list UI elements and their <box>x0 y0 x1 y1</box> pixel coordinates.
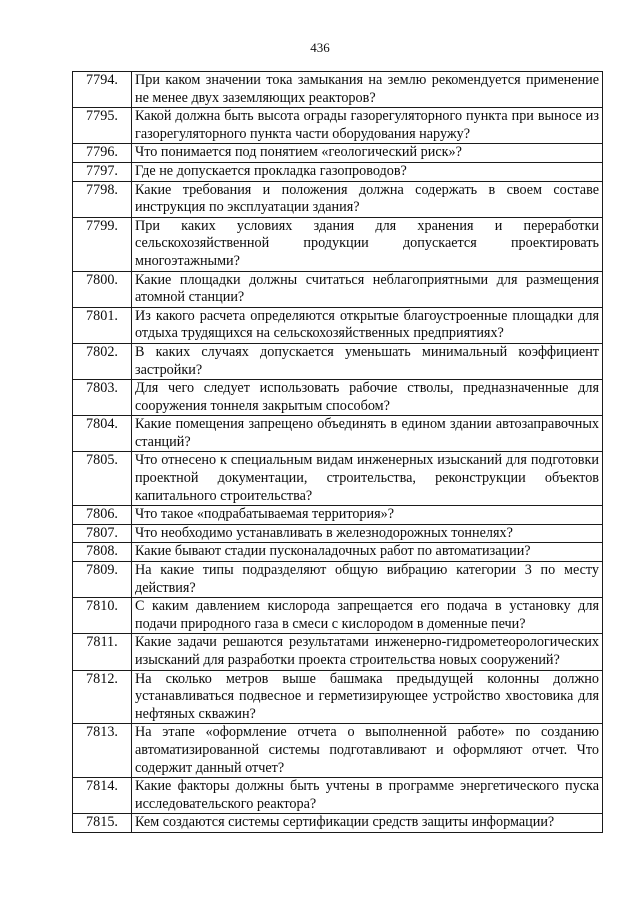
question-text: Какие факторы должны быть учтены в программе энергетического пуска исследовательского реактора? <box>132 778 603 814</box>
table-row <box>73 162 603 181</box>
table-row <box>73 543 603 562</box>
table-row <box>73 416 603 452</box>
question-text: Какие бывают стадии пусконаладочных работ по автоматизации? <box>132 543 603 562</box>
table-row <box>73 72 603 108</box>
question-number: 7802. <box>73 343 132 379</box>
question-number: 7801. <box>73 307 132 343</box>
question-text: Какие требования и положения должна содержать в своем составе инструкция по эксплуатации здания? <box>132 181 603 217</box>
question-text: Где не допускается прокладка газопроводов? <box>132 162 603 181</box>
question-number: 7798. <box>73 181 132 217</box>
question-number: 7812. <box>73 670 132 724</box>
question-text: Какие помещения запрещено объединять в едином здании автозаправочных станций? <box>132 416 603 452</box>
question-number: 7810. <box>73 598 132 634</box>
question-text: Что необходимо устанавливать в железнодорожных тоннелях? <box>132 524 603 543</box>
question-number: 7811. <box>73 634 132 670</box>
question-text: При каком значении тока замыкания на землю рекомендуется применение не менее двух заземляющих реакторов? <box>132 72 603 108</box>
table-row <box>73 343 603 379</box>
question-text: Что отнесено к специальным видам инженерных изысканий для подготовки проектной документации, строительства, реконструкции объектов капитального строительства? <box>132 452 603 506</box>
question-number: 7800. <box>73 271 132 307</box>
table-row <box>73 380 603 416</box>
question-number: 7804. <box>73 416 132 452</box>
table-row <box>73 778 603 814</box>
table-row <box>73 634 603 670</box>
table-row <box>73 814 603 833</box>
table-row <box>73 181 603 217</box>
table-row <box>73 562 603 598</box>
question-text: В каких случаях допускается уменьшать минимальный коэффициент застройки? <box>132 343 603 379</box>
question-number: 7808. <box>73 543 132 562</box>
question-text: На сколько метров выше башмака предыдущей колонны должно устанавливаться подвесное и герметизирующее устройство хвостовика для нефтяных скважин? <box>132 670 603 724</box>
question-text: Что понимается под понятием «геологический риск»? <box>132 144 603 163</box>
question-number: 7806. <box>73 506 132 525</box>
table-row <box>73 307 603 343</box>
question-number: 7805. <box>73 452 132 506</box>
question-text: Из какого расчета определяются открытые благоустроенные площадки для отдыха трудящихся на сельскохозяйственных предприятиях? <box>132 307 603 343</box>
question-text: Что такое «подрабатываемая территория»? <box>132 506 603 525</box>
table-row <box>73 524 603 543</box>
question-number: 7809. <box>73 562 132 598</box>
table-row <box>73 271 603 307</box>
question-text: На какие типы подразделяют общую вибрацию категории 3 по месту действия? <box>132 562 603 598</box>
questions-table <box>72 71 603 833</box>
question-text: Для чего следует использовать рабочие стволы, предназначенные для сооружения тоннеля закрытым способом? <box>132 380 603 416</box>
question-number: 7794. <box>73 72 132 108</box>
question-number: 7796. <box>73 144 132 163</box>
question-text: С каким давлением кислорода запрещается его подача в установку для подачи природного газа в смеси с кислородом в доменные печи? <box>132 598 603 634</box>
question-number: 7815. <box>73 814 132 833</box>
question-number: 7807. <box>73 524 132 543</box>
question-text: Какие задачи решаются результатами инженерно-гидрометеорологических изысканий для разработки проекта строительства новых сооружений? <box>132 634 603 670</box>
table-row <box>73 452 603 506</box>
question-text: При каких условиях здания для хранения и переработки сельскохозяйственной продукции допускается проектировать многоэтажными? <box>132 217 603 271</box>
table-row <box>73 108 603 144</box>
table-row <box>73 670 603 724</box>
question-text: Какие площадки должны считаться неблагоприятными для размещения атомной станции? <box>132 271 603 307</box>
question-number: 7803. <box>73 380 132 416</box>
questions-table-body <box>73 72 603 833</box>
question-text: На этапе «оформление отчета о выполненной работе» по созданию автоматизированной системы подготавливают и оформляют отчет. Что содержит данный отчет? <box>132 724 603 778</box>
question-text: Какой должна быть высота ограды газорегуляторного пункта при выносе из газорегуляторного пункта части оборудования наружу? <box>132 108 603 144</box>
table-row <box>73 144 603 163</box>
table-row <box>73 506 603 525</box>
question-number: 7797. <box>73 162 132 181</box>
table-row <box>73 217 603 271</box>
question-text: Кем создаются системы сертификации средств защиты информации? <box>132 814 603 833</box>
table-row <box>73 598 603 634</box>
page-number: 436 <box>310 40 330 55</box>
question-number: 7813. <box>73 724 132 778</box>
question-number: 7799. <box>73 217 132 271</box>
question-number: 7795. <box>73 108 132 144</box>
question-number: 7814. <box>73 778 132 814</box>
table-row <box>73 724 603 778</box>
